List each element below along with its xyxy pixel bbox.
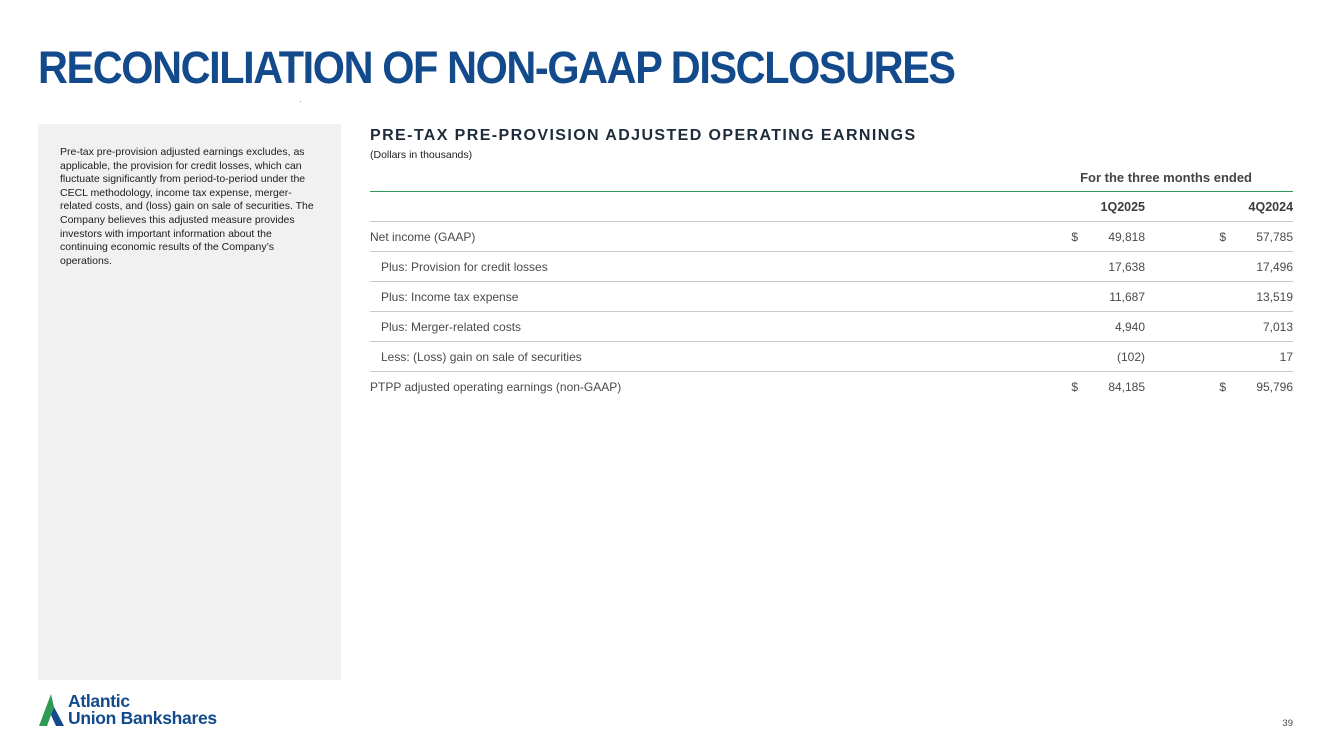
sidebar-panel	[38, 124, 341, 680]
column-header-row	[370, 192, 1293, 222]
value-1q2025: 49,818	[1078, 222, 1145, 252]
table-row-ptpp-total	[370, 372, 1293, 402]
page-number: 39	[1282, 718, 1293, 729]
table-row-securities-gain-loss	[370, 342, 1293, 372]
period-header: For the three months ended	[1080, 170, 1252, 185]
sidebar-description: Pre-tax pre-provision adjusted earnings excludes, as applicable, the provision for credit losses, which can fluctuate significantly from period-to-period under the CECL methodology, income tax expense, merger-related costs, and (loss) gain on sale of securities. The Company believes this adjusted measure provides investors with important information about the continuing economic results of the Company’s operations.	[60, 146, 314, 267]
value-4q2024: 13,519	[1226, 282, 1293, 312]
value-4q2024: 95,796	[1256, 379, 1294, 394]
decorative-dot	[300, 101, 301, 102]
atlantic-union-a-mark-icon	[39, 693, 65, 727]
currency-symbol	[1145, 312, 1226, 342]
currency-symbol: $	[1060, 222, 1078, 252]
value-4q2024: 7,013	[1226, 312, 1293, 342]
logo-text-line2: Union Bankshares	[68, 708, 217, 728]
row-label: Plus: Income tax expense	[370, 282, 1060, 312]
currency-symbol	[1060, 252, 1078, 282]
table-row-net-income	[370, 222, 1293, 252]
company-logo	[39, 693, 269, 729]
column-header-4q2024: 4Q2024	[1145, 192, 1293, 222]
currency-symbol	[1145, 282, 1226, 312]
value-1q2025: 84,185	[1108, 379, 1146, 394]
slide-title: RECONCILIATION OF NON-GAAP DISCLOSURES	[38, 42, 955, 93]
currency-symbol	[1060, 282, 1078, 312]
table-row-merger-costs	[370, 312, 1293, 342]
row-label: Net income (GAAP)	[370, 222, 1060, 252]
currency-symbol	[1145, 342, 1226, 372]
reconciliation-section	[370, 126, 1294, 394]
reconciliation-table	[370, 192, 1293, 401]
row-label: PTPP adjusted operating earnings (non-GAAP)	[370, 379, 622, 394]
currency-symbol	[1145, 252, 1226, 282]
value-1q2025: 17,638	[1078, 252, 1145, 282]
currency-symbol: $	[1219, 379, 1227, 394]
currency-symbol	[1060, 312, 1078, 342]
value-4q2024: 57,785	[1226, 222, 1293, 252]
currency-symbol	[1060, 342, 1078, 372]
row-label: Less: (Loss) gain on sale of securities	[370, 342, 1060, 372]
section-title: PRE-TAX PRE-PROVISION ADJUSTED OPERATING EARNINGS	[370, 127, 917, 144]
units-note: (Dollars in thousands)	[370, 149, 473, 161]
value-4q2024: 17	[1226, 342, 1293, 372]
column-header-blank	[370, 192, 1060, 222]
value-4q2024: 17,496	[1226, 252, 1293, 282]
currency-symbol: $	[1145, 222, 1226, 252]
value-1q2025: 4,940	[1078, 312, 1145, 342]
value-1q2025: (102)	[1078, 342, 1145, 372]
column-header-1q2025: 1Q2025	[1060, 192, 1145, 222]
table-row-income-tax	[370, 282, 1293, 312]
currency-symbol: $	[1071, 379, 1078, 394]
table-row-provision	[370, 252, 1293, 282]
value-1q2025: 11,687	[1078, 282, 1145, 312]
logo-text-line1: Atlantic	[68, 691, 130, 711]
row-label: Plus: Merger-related costs	[370, 312, 1060, 342]
row-label: Plus: Provision for credit losses	[370, 252, 1060, 282]
